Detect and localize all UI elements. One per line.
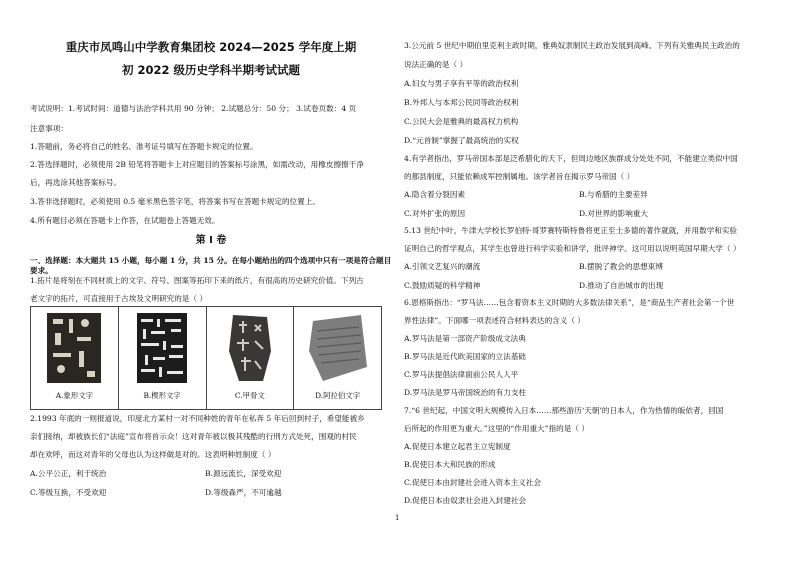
section-title: 第 I 卷 [195,235,227,246]
q4-option-d[interactable]: D.对世界的影响重大 [579,209,648,218]
page-number: 1 [395,514,400,522]
q1-image-caption: B.楔形文字 [143,391,181,400]
q2-stem: 亲们接纳，却被族长们“法庭”宣布将首示众！这对青年被以极其残酷的行刑方式处死，围观的村民 [30,432,357,441]
q4-option-c[interactable]: C.对外扩张的原因 [404,209,466,218]
q5-stem: 证明自己的哲学观点，其学生也曾进行科学实验和讲学，批评神学。这可用以说明英国早期大学（ ） [404,244,741,253]
instruction-line: 1.答题前，务必将自己的姓名、准考证号填写在答题卡规定的位置。 [30,142,258,151]
q2-option-a[interactable]: A.公平公正，利于统治 [30,469,107,478]
q7-option-c[interactable]: C.促使日本由封建社会进入资本主义社会 [404,478,542,487]
q2-option-c[interactable]: C.等级互换，不受欢迎 [30,488,107,497]
exam-title-line2: 初 2022 级历史学科半期考试试题 [121,63,300,77]
q1-stem: 老文字的拓片，可直接用于古埃及文明研究的是（ ） [30,294,208,303]
q2-option-d[interactable]: D.等级森严，不可逾越 [205,488,282,497]
q1-image-cell[interactable] [118,307,206,410]
q4-option-a[interactable]: A.隐含着分裂因素 [404,190,466,199]
exam-title-line1: 重庆市凤鸣山中学教育集团校 2024—2025 学年度上期 [65,40,357,54]
q5-stem: 5.13 世纪中叶，牛津大学校长罗伯特·哥罗赛特斯特鲁将更正至士多德的著作就就，并用数学和实验 [404,226,738,235]
q2-stem: 2.1993 年底的一则报道说，印度北方某村一对不同种姓的青年在私奔 5 年后回到村子，希望能被乡 [30,414,365,423]
q7-stem: 7.“6 世纪起，中国文明大规模传入日本……那些游历‘天朝’的日本人，作为热情的皈依者，回国 [404,406,724,415]
q7-option-b[interactable]: B.促使日本大和民族的形成 [404,460,496,469]
q4-stem: 4.有学者指出，罗马帝国本部是泛希腊化的天下，但周边地区族群成分处处不同，不能建立类似中国 [404,154,738,163]
q6-option-a[interactable]: A.罗马法是第一部资产阶级成文法典 [404,334,526,343]
q6-option-b[interactable]: B.罗马法是近代欧美国家的立法基础 [404,352,526,361]
arabic-script-rubbing-icon [303,311,373,385]
instruction-line: 2.答选择题时，必须使用 2B 铅笔将答题卡上对应题目的答案标号涂黑，如需改动，用橡皮擦擦干净 [30,160,364,169]
q3-stem: 说法正确的是（ ） [404,60,468,69]
q3-option-b[interactable]: B.外邦人与本邦公民同等政治权利 [404,98,519,107]
instruction-line: 考试说明：1.考试时间：道德与法治学科共用 90 分钟； 2.试题总分：50 分； 3.试卷页数：4 页 [30,104,357,113]
instruction-line: 4.所有题目必须在答题卡上作答，在试题卷上答题无效。 [30,216,220,225]
q3-option-c[interactable]: C.公民大会是雅典的最高权力机构 [404,117,519,126]
q7-option-a[interactable]: A.促使日本建立起君主立宪制度 [404,442,511,451]
q5-options-row [404,281,766,291]
cuneiform-rubbing-icon [127,311,197,385]
q3-option-a[interactable]: A.妇女与男子享有平等的政治权利 [404,79,519,88]
q4-options-row [404,190,766,200]
q6-option-d[interactable]: D.罗马法是罗马帝国统治的有力支柱 [404,388,527,397]
q2-options-row [30,469,392,479]
q5-option-c[interactable]: C.鼓励质疑的科学精神 [404,281,481,290]
q1-image-cell[interactable] [294,307,382,410]
q4-options-row [404,209,766,219]
q2-stem: 却在欢呼，而这对青年的父母也认为这样做是对的。这表明种姓制度（ ） [30,450,276,459]
section-intro: 一、选择题：本大题共 15 小题，每小题 1 分，共 15 分。在每小题给出的四个选项中只有一项是符合题目要求。 [30,256,392,275]
q5-option-a[interactable]: A.引领文艺复兴的潮流 [404,262,481,271]
q5-option-b[interactable]: B.摆脱了教会的思想束缚 [579,262,663,271]
q3-stem: 3.公元前 5 世纪中期伯里克利主政时期，雅典奴隶制民主政治发展到高峰。下列有关雅典民主政治的 [404,41,740,50]
q2-options-row [30,488,392,498]
q7-option-d[interactable]: D.促使日本由奴隶社会进入封建社会 [404,496,527,505]
q6-stem: 界性法律”。下面哪一项表述符合材料表达的含义（ ） [404,316,585,325]
q1-image-cell[interactable] [31,307,119,410]
q7-stem: 后所起的作用更为重大。”这里的“作用重大”指的是（ ） [404,424,589,433]
q3-option-d[interactable]: D.“元首制”掌握了最高统治的实权 [404,136,519,145]
q1-stem: 1.拓片是将刻在不同材质上的文字、符号、图案等拓印下来的纸片，有很高的历史研究价值。下列古 [30,276,364,285]
q6-stem: 6.恩格斯指出：“罗马法……包含着资本主义时期的大多数法律关系”，是“商品生产者社会第一个世 [404,298,735,307]
hieroglyph-rubbing-icon [39,311,109,385]
q1-image-caption: D.阿拉伯文字 [315,391,361,400]
q4-option-b[interactable]: B.与希腊的主要差异 [579,190,648,199]
q2-option-b[interactable]: B.源远流长，深受欢迎 [205,469,282,478]
oracle-bone-rubbing-icon [215,311,285,385]
q1-image-caption: C.甲骨文 [234,391,265,400]
instruction-line: 后，再选涂其他答案标号。 [30,178,122,187]
q5-option-d[interactable]: D.推动了自治城市的出现 [579,281,664,290]
q6-option-c[interactable]: C.罗马法提倡法律面前公民人人平 [404,370,519,379]
q1-image-cell[interactable] [206,307,294,410]
instruction-line: 3.答非选择题时，必须使用 0.5 毫米黑色签字笔，将答案书写在答题卡规定的位置上。 [30,197,320,206]
instruction-line: 注意事项： [30,124,68,133]
q4-stem: 的都县制度，只能依赖成军控制属地。该学者旨在揭示罗马帝国（ ） [404,172,635,181]
q1-rubbing-images [30,306,382,410]
q5-options-row [404,262,766,272]
q1-image-caption: A.象形文字 [55,391,93,400]
